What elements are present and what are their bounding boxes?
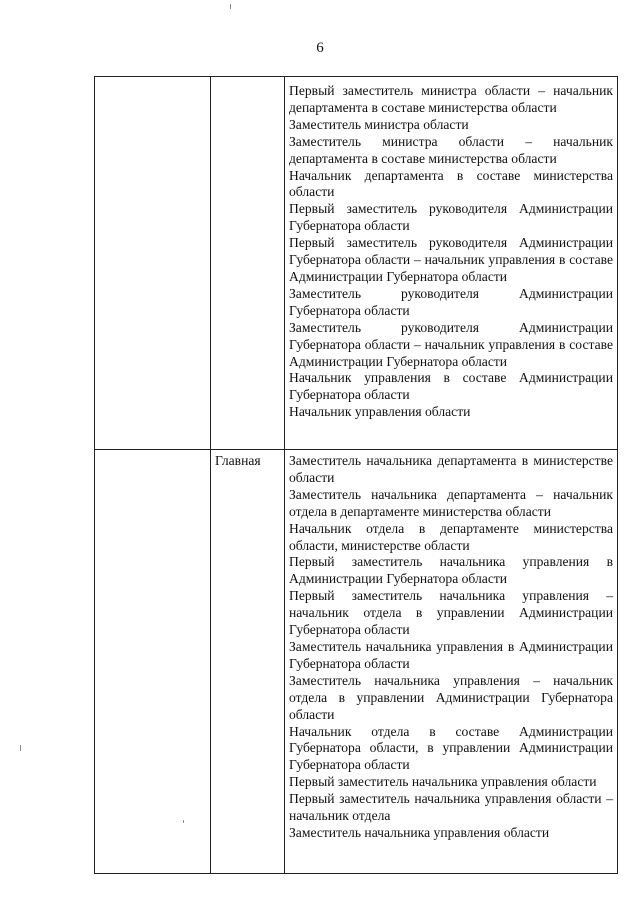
positions-cell — [285, 77, 618, 450]
position-item: Заместитель министра области – начальник департамента в составе министерства области — [289, 133, 613, 166]
position-item: Первый заместитель начальника управления – начальник отдела в управлении Администрации Губернатора области — [289, 588, 613, 638]
group-cell — [211, 450, 285, 874]
scan-speck — [20, 745, 21, 751]
group-label: Главная — [215, 453, 261, 468]
position-item: Начальник департамента в составе министерства области — [289, 167, 613, 200]
category-cell — [95, 77, 211, 450]
position-item: Начальник отдела в составе Администрации Губернатора области, в управлении Администрации Губернатора области — [289, 723, 613, 773]
position-item: Заместитель руководителя Администрации Губернатора области — [289, 285, 613, 318]
table-row — [95, 77, 618, 450]
table-row — [95, 450, 618, 874]
position-item: Первый заместитель начальника управления области – начальник отдела — [289, 791, 613, 824]
positions-table — [94, 76, 618, 874]
scan-speck — [230, 4, 231, 9]
position-item: Заместитель начальника департамента в министерстве области — [289, 453, 613, 485]
position-item: Начальник управления в составе Администрации Губернатора области — [289, 370, 613, 403]
position-item: Заместитель начальника управления области — [289, 824, 550, 840]
position-item: Первый заместитель начальника управления в Администрации Губернатора области — [289, 554, 613, 587]
position-item: Первый заместитель начальника управления области — [289, 774, 597, 790]
category-cell — [95, 450, 211, 874]
position-item: Заместитель начальника департамента – начальник отдела в департаменте министерства области — [289, 486, 613, 519]
position-item: Первый заместитель руководителя Администрации Губернатора области — [289, 201, 613, 234]
position-item: Первый заместитель министра области – начальник департамента в составе министерства области — [289, 83, 613, 115]
position-item: Первый заместитель руководителя Администрации Губернатора области – начальник управления в составе Администрации Губернатора области — [289, 235, 613, 284]
group-cell — [211, 77, 285, 450]
page-number: 6 — [316, 40, 324, 56]
scan-speck — [183, 820, 184, 823]
positions-cell — [285, 450, 618, 874]
position-item: Заместитель начальника управления в Администрации Губернатора области — [289, 638, 613, 671]
position-item: Заместитель министра области — [289, 116, 469, 132]
position-item: Начальник отдела в департаменте министерства области, министерстве области — [289, 520, 613, 553]
position-item: Начальник управления области — [289, 404, 471, 420]
position-item: Заместитель руководителя Администрации Губернатора области – начальник управления в составе Администрации Губернатора области — [289, 319, 613, 369]
position-item: Заместитель начальника управления – начальник отдела в управлении Администрации Губернатора области — [289, 672, 613, 722]
